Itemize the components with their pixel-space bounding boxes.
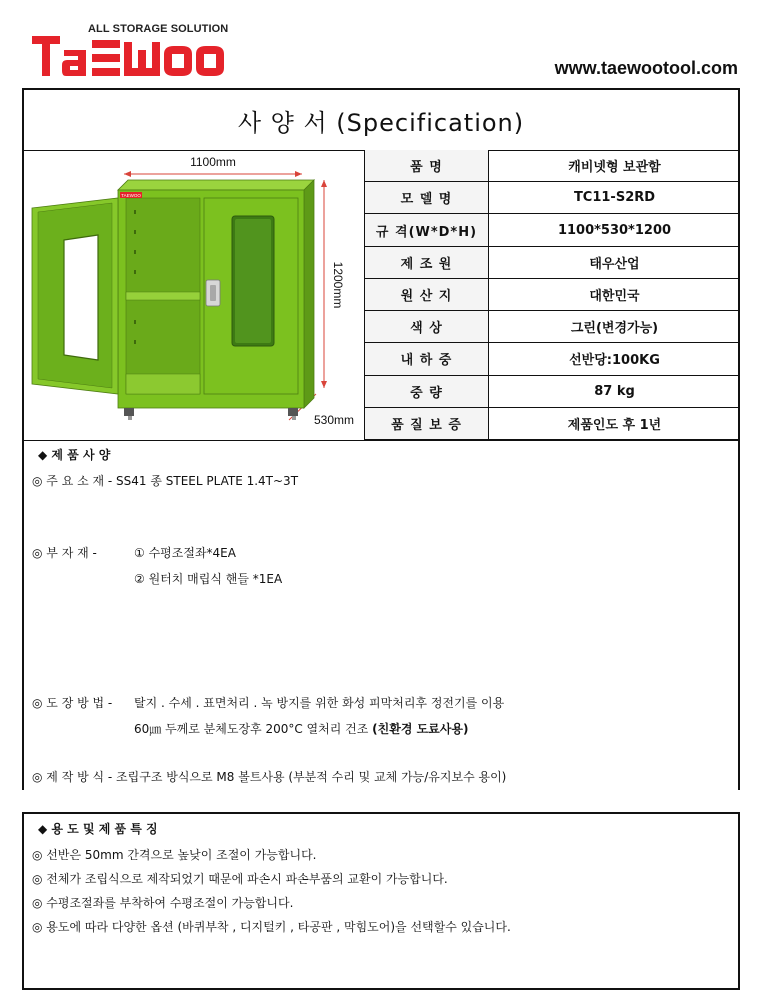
coating-eco-note: (친환경 도료사용)	[372, 722, 469, 736]
document-title: 사 양 서 (Specification)	[24, 90, 738, 151]
spec-label: 중 량	[365, 375, 489, 407]
spec-row	[365, 407, 741, 439]
spec-row	[365, 375, 741, 407]
spec-value: 대한민국	[489, 278, 741, 310]
spec-table	[364, 150, 740, 440]
spec-row	[365, 214, 741, 246]
cabinet-badge: TAEWOO	[121, 193, 141, 198]
coating-line-2-text: 60㎛ 두께로 분체도장후 200°C 열처리 건조	[134, 722, 369, 736]
brand-logo	[30, 20, 230, 80]
usage-item-1: ◎ 선반은 50mm 간격으로 높낮이 조절이 가능합니다.	[32, 848, 317, 862]
spec-row	[365, 278, 741, 310]
spec-value: 87 kg	[489, 375, 741, 407]
main-material-line: ◎ 주 요 소 재 - SS41 종 STEEL PLATE 1.4T~3T	[32, 474, 299, 488]
usage-heading: ◆ 용 도 및 제 품 특 징	[38, 822, 158, 836]
spec-label: 품 명	[365, 150, 489, 182]
spec-label: 원 산 지	[365, 278, 489, 310]
website-url[interactable]: www.taewootool.com	[554, 58, 738, 78]
coating-label: ◎ 도 장 방 법 -	[32, 696, 113, 710]
usage-item-3: ◎ 수평조절좌를 부착하여 수평조절이 가능합니다.	[32, 896, 294, 910]
parts-item-1: ① 수평조절좌*4EA	[134, 546, 236, 560]
spec-value: 1100*530*1200	[489, 214, 741, 246]
coating-line-1: 탈지 . 수세 . 표면처리 . 녹 방지를 위한 화성 피막처리후 정전기를 이용	[134, 696, 505, 710]
spec-row	[365, 150, 741, 182]
height-dimension-label: 1200mm	[331, 261, 345, 309]
spec-label: 품 질 보 증	[365, 407, 489, 439]
spec-label: 규 격(W*D*H)	[365, 214, 489, 246]
depth-dimension-label: 530mm	[314, 413, 355, 427]
spec-label: 내 하 중	[365, 343, 489, 375]
brand-tagline: ALL STORAGE SOLUTION	[88, 23, 229, 35]
width-dimension-label: 1100mm	[190, 155, 236, 169]
usage-features-box	[22, 812, 740, 990]
manufacture-line: ◎ 제 작 방 식 - 조립구조 방식으로 M8 볼트사용 (부분적 수리 및 교체 가능/유지보수 용이)	[32, 770, 507, 784]
spec-label: 색 상	[365, 311, 489, 343]
coating-line-2	[134, 720, 468, 737]
spec-label: 모 델 명	[365, 182, 489, 214]
spec-row	[365, 343, 741, 375]
cabinet-illustration	[24, 150, 364, 440]
spec-value: 제품인도 후 1년	[489, 407, 741, 439]
spec-value: 그린(변경가능)	[489, 311, 741, 343]
spec-frame	[22, 88, 740, 790]
usage-item-4: ◎ 용도에 따라 다양한 옵션 (바퀴부착 , 디지털키 , 타공판 , 막힘도어)을 선택할수 있습니다.	[32, 920, 511, 934]
spec-value: TC11-S2RD	[489, 182, 741, 214]
spec-row	[365, 246, 741, 278]
parts-item-2: ② 원터치 매립식 핸들 *1EA	[134, 572, 283, 586]
spec-row	[365, 182, 741, 214]
product-spec-heading: ◆ 제 품 사 양	[38, 448, 111, 462]
spec-value: 태우산업	[489, 246, 741, 278]
spec-row	[365, 311, 741, 343]
section-divider	[24, 440, 740, 441]
spec-label: 제 조 원	[365, 246, 489, 278]
product-image	[24, 150, 365, 440]
parts-label: ◎ 부 자 재 -	[32, 546, 97, 560]
usage-item-2: ◎ 전체가 조립식으로 제작되었기 때문에 파손시 파손부품의 교환이 가능합니다.	[32, 872, 448, 886]
spec-value: 캐비넷형 보관함	[489, 150, 741, 182]
spec-value: 선반당:100KG	[489, 343, 741, 375]
